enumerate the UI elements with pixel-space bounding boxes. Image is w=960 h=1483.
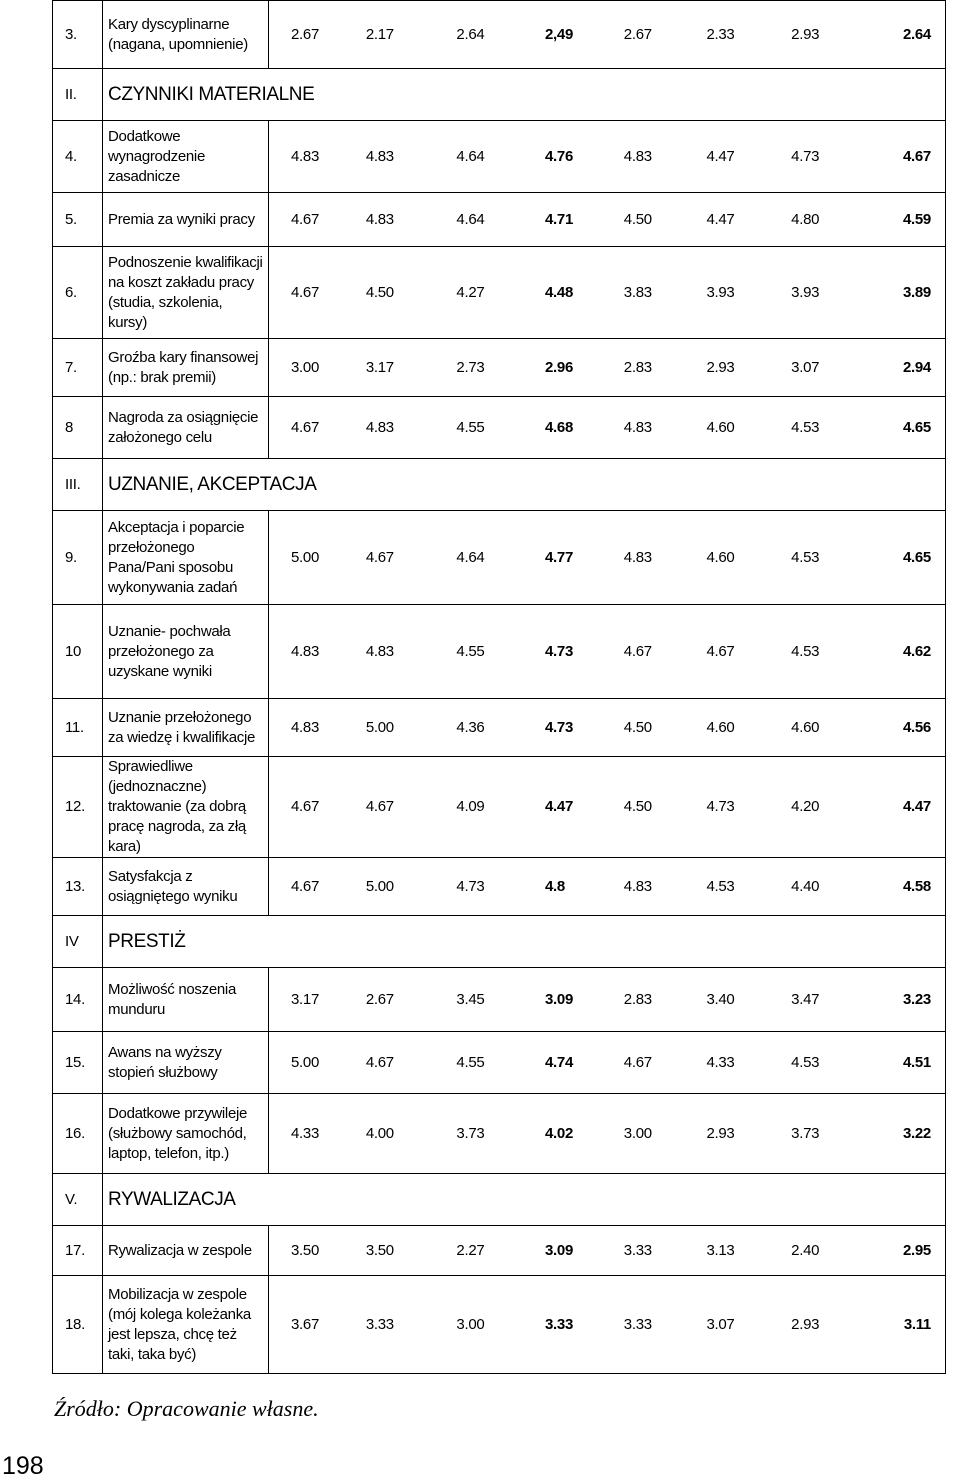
value-cell: 2.93 bbox=[791, 1315, 820, 1333]
row-label: Rywalizacja w zespole bbox=[103, 1226, 269, 1276]
value-cell: 4.60 bbox=[706, 718, 735, 736]
value-cell: 2.96 bbox=[545, 358, 574, 376]
row-number: 5. bbox=[53, 193, 103, 247]
row-values bbox=[269, 605, 946, 699]
value-cell: 4.55 bbox=[456, 642, 485, 660]
row-number: 13. bbox=[53, 858, 103, 916]
value-cell: 4.67 bbox=[623, 1053, 652, 1071]
section-title: UZNANIE, AKCEPTACJA bbox=[103, 459, 946, 511]
value-cell: 3.93 bbox=[791, 283, 820, 301]
section-title: PRESTIŻ bbox=[103, 916, 946, 968]
table-row bbox=[53, 1, 946, 69]
value-cell: 4.53 bbox=[791, 418, 820, 436]
value-cell: 3.50 bbox=[365, 1241, 394, 1259]
value-cell: 2.73 bbox=[456, 358, 485, 376]
table-row bbox=[53, 1094, 946, 1174]
value-cell: 4.62 bbox=[902, 642, 931, 660]
row-values bbox=[269, 1, 946, 69]
value-cell: 3.67 bbox=[291, 1315, 319, 1333]
row-label: Podnoszenie kwalifikacji na koszt zakładu pracy (studia, szkolenia, kursy) bbox=[103, 247, 269, 339]
value-cell: 4.74 bbox=[545, 1053, 574, 1071]
value-cell: 4.40 bbox=[791, 877, 820, 895]
value-cell: 4.64 bbox=[456, 210, 485, 228]
value-cell: 4.67 bbox=[623, 642, 652, 660]
value-cell: 4.48 bbox=[545, 283, 574, 301]
value-cell: 2.40 bbox=[791, 1241, 820, 1259]
value-cell: 3.33 bbox=[623, 1315, 652, 1333]
value-cell: 4.09 bbox=[456, 798, 485, 815]
row-label: Groźba kary finansowej (np.: brak premii) bbox=[103, 339, 269, 397]
source-note: Źródło: Opracowanie własne. bbox=[54, 1396, 319, 1421]
row-number: 18. bbox=[53, 1276, 103, 1374]
table-row bbox=[53, 397, 946, 459]
table-row bbox=[53, 511, 946, 605]
value-cell: 4.76 bbox=[545, 147, 574, 165]
row-values bbox=[269, 193, 946, 247]
value-cell: 2.33 bbox=[706, 25, 735, 43]
row-label: Mobilizacja w zespole (mój kolega koleżanka jest lepsza, chcę też taki, taka być) bbox=[103, 1276, 269, 1374]
row-values bbox=[269, 1226, 946, 1276]
table-row bbox=[53, 858, 946, 916]
value-cell: 4.65 bbox=[902, 548, 931, 566]
value-cell: 4.83 bbox=[365, 147, 394, 165]
value-cell: 3.45 bbox=[456, 990, 485, 1008]
row-values bbox=[269, 339, 946, 397]
value-cell: 4.56 bbox=[902, 718, 931, 736]
table-row bbox=[53, 1226, 946, 1276]
value-cell: 2.67 bbox=[365, 990, 394, 1008]
value-cell: 4.50 bbox=[623, 210, 652, 228]
value-cell: 4.55 bbox=[456, 1053, 485, 1071]
row-label: Dodatkowe przywileje (służbowy samochód, laptop, telefon, itp.) bbox=[103, 1094, 269, 1174]
value-cell: 4.58 bbox=[902, 877, 931, 895]
value-cell: 4.50 bbox=[623, 718, 652, 736]
value-cell: 3.17 bbox=[291, 990, 319, 1008]
value-cell: 3.33 bbox=[545, 1315, 574, 1333]
row-number: 14. bbox=[53, 968, 103, 1032]
table-row bbox=[53, 193, 946, 247]
value-cell: 4.73 bbox=[456, 877, 485, 895]
value-cell: 4.67 bbox=[365, 1053, 394, 1071]
row-number: 9. bbox=[53, 511, 103, 605]
section-row bbox=[53, 459, 946, 511]
row-values bbox=[269, 121, 946, 193]
row-label: Sprawiedliwe (jednoznaczne) traktowanie (za dobrą pracę nagroda, za złą kara) bbox=[103, 757, 269, 858]
row-number: V. bbox=[53, 1174, 103, 1226]
value-cell: 3.40 bbox=[706, 990, 735, 1008]
row-number: II. bbox=[53, 69, 103, 121]
value-cell: 4.67 bbox=[706, 642, 735, 660]
value-cell: 4.83 bbox=[623, 877, 652, 895]
row-values bbox=[269, 511, 946, 605]
value-cell: 4.71 bbox=[545, 210, 574, 228]
row-number: 6. bbox=[53, 247, 103, 339]
value-cell: 2.94 bbox=[902, 358, 931, 376]
row-number: 7. bbox=[53, 339, 103, 397]
value-cell: 4.83 bbox=[365, 210, 394, 228]
value-cell: 4.20 bbox=[791, 798, 820, 815]
value-cell: 3.23 bbox=[902, 990, 931, 1008]
row-values bbox=[269, 397, 946, 459]
value-cell: 2.64 bbox=[902, 25, 931, 43]
value-cell: 4.50 bbox=[365, 283, 394, 301]
value-cell: 4.64 bbox=[456, 147, 485, 165]
value-cell: 5.00 bbox=[365, 718, 394, 736]
value-cell: 3.00 bbox=[291, 358, 319, 376]
value-cell: 3.07 bbox=[791, 358, 820, 376]
value-cell: 4.83 bbox=[365, 418, 394, 436]
value-cell: 4.67 bbox=[291, 798, 319, 815]
value-cell: 4.60 bbox=[706, 418, 735, 436]
table-row bbox=[53, 699, 946, 757]
value-cell: 4.53 bbox=[791, 1053, 820, 1071]
row-number: 12. bbox=[53, 757, 103, 858]
value-cell: 2.64 bbox=[456, 25, 485, 43]
value-cell: 4.53 bbox=[706, 877, 735, 895]
row-number: 10 bbox=[53, 605, 103, 699]
value-cell: 4.73 bbox=[545, 718, 574, 736]
value-cell: 4.65 bbox=[902, 418, 931, 436]
row-number: 16. bbox=[53, 1094, 103, 1174]
value-cell: 3.89 bbox=[902, 283, 931, 301]
row-label: Awans na wyższy stopień służbowy bbox=[103, 1032, 269, 1094]
value-cell: 4.83 bbox=[291, 642, 319, 660]
value-cell: 4.33 bbox=[291, 1124, 319, 1142]
value-cell: 2.27 bbox=[456, 1241, 485, 1259]
section-title: RYWALIZACJA bbox=[103, 1174, 946, 1226]
section-row bbox=[53, 916, 946, 968]
value-cell: 3.73 bbox=[791, 1124, 820, 1142]
results-table bbox=[52, 0, 946, 1374]
value-cell: 4.83 bbox=[623, 418, 652, 436]
value-cell: 4.36 bbox=[456, 718, 485, 736]
value-cell: 4.00 bbox=[365, 1124, 394, 1142]
value-cell: 3.07 bbox=[706, 1315, 735, 1333]
value-cell: 2.83 bbox=[623, 358, 652, 376]
value-cell: 4.67 bbox=[291, 418, 319, 436]
value-cell: 3.09 bbox=[545, 990, 574, 1008]
row-label: Nagroda za osiągnięcie założonego celu bbox=[103, 397, 269, 459]
value-cell: 4.83 bbox=[291, 147, 319, 165]
value-cell: 5.00 bbox=[291, 1053, 319, 1071]
value-cell: 5.00 bbox=[291, 548, 319, 566]
row-values bbox=[269, 1094, 946, 1174]
row-values bbox=[269, 1276, 946, 1374]
row-number: III. bbox=[53, 459, 103, 511]
row-values bbox=[269, 858, 946, 916]
value-cell: 4.51 bbox=[902, 1053, 931, 1071]
value-cell: 3.00 bbox=[623, 1124, 652, 1142]
value-cell: 3.33 bbox=[623, 1241, 652, 1259]
value-cell: 4.67 bbox=[902, 147, 931, 165]
row-number: 17. bbox=[53, 1226, 103, 1276]
section-row bbox=[53, 1174, 946, 1226]
row-values bbox=[269, 247, 946, 339]
table-row bbox=[53, 339, 946, 397]
table-row bbox=[53, 1032, 946, 1094]
value-cell: 3.17 bbox=[365, 358, 394, 376]
table-row bbox=[53, 605, 946, 699]
value-cell: 3.00 bbox=[456, 1315, 485, 1333]
value-cell: 4.47 bbox=[706, 147, 735, 165]
table-row bbox=[53, 247, 946, 339]
row-values bbox=[269, 1032, 946, 1094]
value-cell: 3.73 bbox=[456, 1124, 485, 1142]
value-cell: 4.60 bbox=[791, 718, 820, 736]
value-cell: 4.73 bbox=[791, 147, 820, 165]
value-cell: 3.50 bbox=[291, 1241, 319, 1259]
row-label: Uznanie- pochwała przełożonego za uzyskane wyniki bbox=[103, 605, 269, 699]
row-number: 3. bbox=[53, 1, 103, 69]
value-cell: 3.09 bbox=[545, 1241, 574, 1259]
value-cell: 4.73 bbox=[545, 642, 574, 660]
row-number: IV bbox=[53, 916, 103, 968]
value-cell: 2.93 bbox=[706, 1124, 735, 1142]
value-cell: 4.67 bbox=[365, 548, 394, 566]
value-cell: 4.33 bbox=[706, 1053, 735, 1071]
value-cell: 4.02 bbox=[545, 1124, 574, 1142]
value-cell: 4.55 bbox=[456, 418, 485, 436]
row-label: Kary dyscyplinarne (nagana, upomnienie) bbox=[103, 1, 269, 69]
row-label: Premia za wyniki pracy bbox=[103, 193, 269, 247]
table-row bbox=[53, 968, 946, 1032]
row-label: Dodatkowe wynagrodzenie zasadnicze bbox=[103, 121, 269, 193]
section-title: CZYNNIKI MATERIALNE bbox=[103, 69, 946, 121]
row-number: 15. bbox=[53, 1032, 103, 1094]
value-cell: 3.13 bbox=[706, 1241, 735, 1259]
value-cell: 3.11 bbox=[903, 1315, 931, 1333]
row-label: Uznanie przełożonego za wiedzę i kwalifikacje bbox=[103, 699, 269, 757]
value-cell: 4.53 bbox=[791, 642, 820, 660]
value-cell: 4.83 bbox=[365, 642, 394, 660]
value-cell: 3.33 bbox=[365, 1315, 394, 1333]
value-cell: 4.53 bbox=[791, 548, 820, 566]
value-cell: 2.95 bbox=[902, 1241, 931, 1259]
value-cell: 2,49 bbox=[545, 25, 574, 43]
value-cell: 4.68 bbox=[545, 418, 574, 436]
value-cell: 4.47 bbox=[706, 210, 735, 228]
value-cell: 3.83 bbox=[623, 283, 652, 301]
row-label: Akceptacja i poparcie przełożonego Pana/Pani sposobu wykonywania zadań bbox=[103, 511, 269, 605]
value-cell: 4.83 bbox=[291, 718, 319, 736]
row-values bbox=[269, 968, 946, 1032]
row-values bbox=[269, 699, 946, 757]
value-cell: 4.83 bbox=[623, 548, 652, 566]
value-cell: 4.47 bbox=[545, 798, 574, 815]
value-cell: 4.64 bbox=[456, 548, 485, 566]
value-cell: 2.17 bbox=[365, 25, 394, 43]
value-cell: 2.93 bbox=[791, 25, 820, 43]
section-row bbox=[53, 69, 946, 121]
row-number: 4. bbox=[53, 121, 103, 193]
value-cell: 4.47 bbox=[902, 798, 931, 815]
value-cell: 4.50 bbox=[623, 798, 652, 815]
value-cell: 4.77 bbox=[545, 548, 574, 566]
value-cell: 4.83 bbox=[623, 147, 652, 165]
value-cell: 2.93 bbox=[706, 358, 735, 376]
value-cell: 4.8 bbox=[545, 877, 565, 895]
page-number: 198 bbox=[2, 1452, 44, 1480]
table-row bbox=[53, 1276, 946, 1374]
row-number: 11. bbox=[53, 699, 103, 757]
value-cell: 3.93 bbox=[706, 283, 735, 301]
value-cell: 4.67 bbox=[291, 877, 319, 895]
table-row bbox=[53, 757, 946, 858]
value-cell: 4.73 bbox=[706, 798, 735, 815]
value-cell: 5.00 bbox=[365, 877, 394, 895]
value-cell: 4.60 bbox=[706, 548, 735, 566]
row-values bbox=[269, 757, 946, 858]
value-cell: 2.83 bbox=[623, 990, 652, 1008]
row-label: Możliwość noszenia munduru bbox=[103, 968, 269, 1032]
value-cell: 4.59 bbox=[902, 210, 931, 228]
value-cell: 4.67 bbox=[291, 283, 319, 301]
value-cell: 4.80 bbox=[791, 210, 820, 228]
value-cell: 3.22 bbox=[902, 1124, 931, 1142]
value-cell: 3.47 bbox=[791, 990, 820, 1008]
value-cell: 4.67 bbox=[291, 210, 319, 228]
value-cell: 4.27 bbox=[456, 283, 485, 301]
value-cell: 4.67 bbox=[365, 798, 394, 815]
row-label: Satysfakcja z osiągniętego wyniku bbox=[103, 858, 269, 916]
table-row bbox=[53, 121, 946, 193]
value-cell: 2.67 bbox=[623, 25, 652, 43]
value-cell: 2.67 bbox=[291, 25, 319, 43]
row-number: 8 bbox=[53, 397, 103, 459]
